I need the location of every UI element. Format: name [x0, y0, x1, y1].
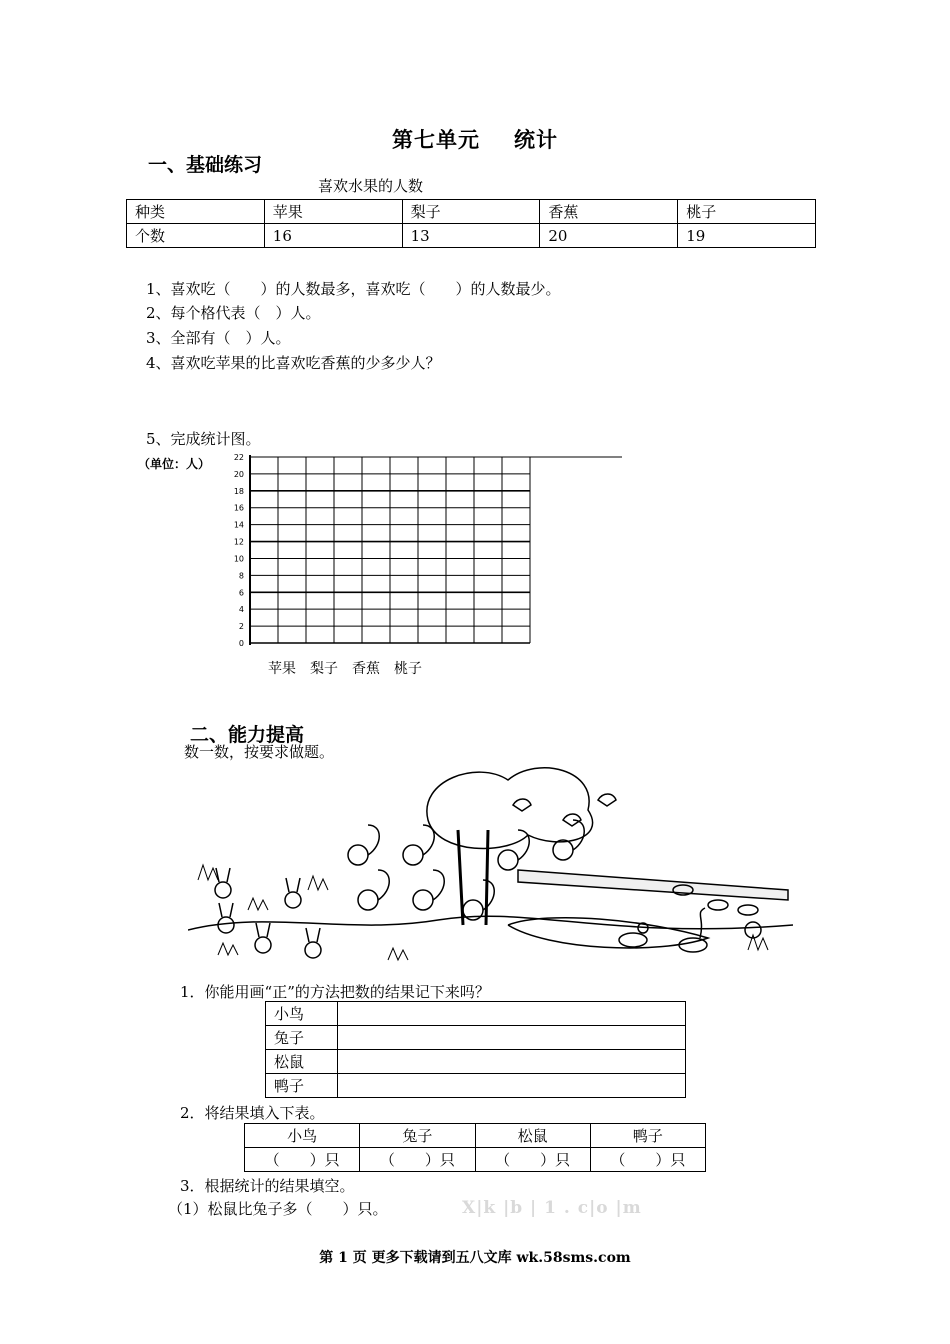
section2-question-3: 3．根据统计的结果填空。: [180, 1177, 355, 1195]
fruit-table: [126, 199, 816, 248]
y-tick-label: 22: [233, 453, 244, 462]
y-tick-label: 20: [233, 469, 244, 479]
table-cell: 个数: [127, 224, 265, 248]
y-tick-label: 18: [233, 486, 244, 496]
result-table: [244, 1123, 706, 1172]
table-cell: 鸭子: [590, 1124, 705, 1148]
table-cell: 兔子: [266, 1026, 338, 1050]
table-row: [127, 224, 816, 248]
table-cell: 梨子: [402, 200, 540, 224]
y-tick-label: 12: [233, 537, 244, 547]
table-cell: 兔子: [360, 1124, 475, 1148]
title-topic: 统计: [514, 128, 558, 152]
page-footer: 第 1 页 更多下载请到五八文库 wk.58sms.com: [319, 1250, 631, 1266]
table-cell: 香蕉: [540, 200, 678, 224]
animal-scene-illustration: [188, 760, 793, 980]
section2-question-2: 2．将结果填入下表。: [180, 1104, 325, 1122]
table-row: [245, 1124, 706, 1148]
table-row: [266, 1026, 686, 1050]
page-title: [0, 124, 950, 154]
y-tick-label: 2: [238, 622, 244, 632]
tally-answer-cell[interactable]: [338, 1026, 686, 1050]
table-row: [127, 200, 816, 224]
table-cell: 19: [678, 224, 816, 248]
table-cell: 松鼠: [266, 1050, 338, 1074]
table-cell: 苹果: [264, 200, 402, 224]
title-unit: 第七单元: [392, 128, 480, 152]
bar-chart-grid: [122, 450, 632, 650]
tally-answer-cell[interactable]: [338, 1074, 686, 1098]
section2-heading: 二、能力提高: [190, 724, 305, 746]
result-answer-cell[interactable]: （ ）只: [360, 1148, 475, 1172]
table-cell: 小鸟: [266, 1002, 338, 1026]
y-tick-label: 14: [233, 520, 244, 530]
y-tick-label: 16: [233, 503, 244, 513]
table-caption: 喜欢水果的人数: [318, 177, 424, 195]
x-tick-label: 桃子: [394, 661, 422, 677]
question-1: 1、喜欢吃（ ）的人数最多，喜欢吃（ ）的人数最少。: [146, 280, 561, 298]
tally-answer-cell[interactable]: [338, 1050, 686, 1074]
table-cell: 13: [402, 224, 540, 248]
x-tick-label: 香蕉: [352, 661, 380, 677]
table-row: [266, 1050, 686, 1074]
tally-answer-cell[interactable]: [338, 1002, 686, 1026]
question-5: 5、完成统计图。: [146, 430, 261, 448]
section2-intro: 数一数，按要求做题。: [184, 743, 335, 761]
section1-heading: 一、基础练习: [148, 154, 263, 176]
section2-question-3-1: （1）松鼠比兔子多（ ）只。: [168, 1200, 388, 1218]
x-tick-label: 苹果: [268, 661, 296, 677]
question-3: 3、全部有（ ）人。: [146, 329, 291, 347]
table-cell: 20: [540, 224, 678, 248]
chart-x-categories: [268, 658, 436, 678]
table-row: [266, 1002, 686, 1026]
tally-table: [265, 1001, 686, 1098]
y-tick-label: 6: [238, 588, 244, 598]
table-cell: 16: [264, 224, 402, 248]
y-tick-label: 0: [238, 639, 244, 648]
table-row: [245, 1148, 706, 1172]
question-2: 2、每个格代表（ ）人。: [146, 304, 321, 322]
watermark: X|k |b | 1 . c|o |m: [462, 1198, 642, 1218]
table-row: [266, 1074, 686, 1098]
y-tick-label: 4: [238, 605, 244, 615]
chart-unit-label: （单位：人）: [138, 457, 211, 471]
x-tick-label: 梨子: [310, 661, 338, 677]
y-tick-label: 10: [233, 554, 244, 564]
result-answer-cell[interactable]: （ ）只: [475, 1148, 590, 1172]
section2-question-1: 1．你能用画“正”的方法把数的结果记下来吗？: [180, 983, 490, 1001]
table-cell: 松鼠: [475, 1124, 590, 1148]
result-answer-cell[interactable]: （ ）只: [245, 1148, 360, 1172]
question-4: 4、喜欢吃苹果的比喜欢吃香蕉的少多少人？: [146, 354, 441, 372]
table-cell: 桃子: [678, 200, 816, 224]
table-cell: 鸭子: [266, 1074, 338, 1098]
y-tick-label: 8: [238, 571, 244, 581]
table-cell: 种类: [127, 200, 265, 224]
table-cell: 小鸟: [245, 1124, 360, 1148]
result-answer-cell[interactable]: （ ）只: [590, 1148, 705, 1172]
